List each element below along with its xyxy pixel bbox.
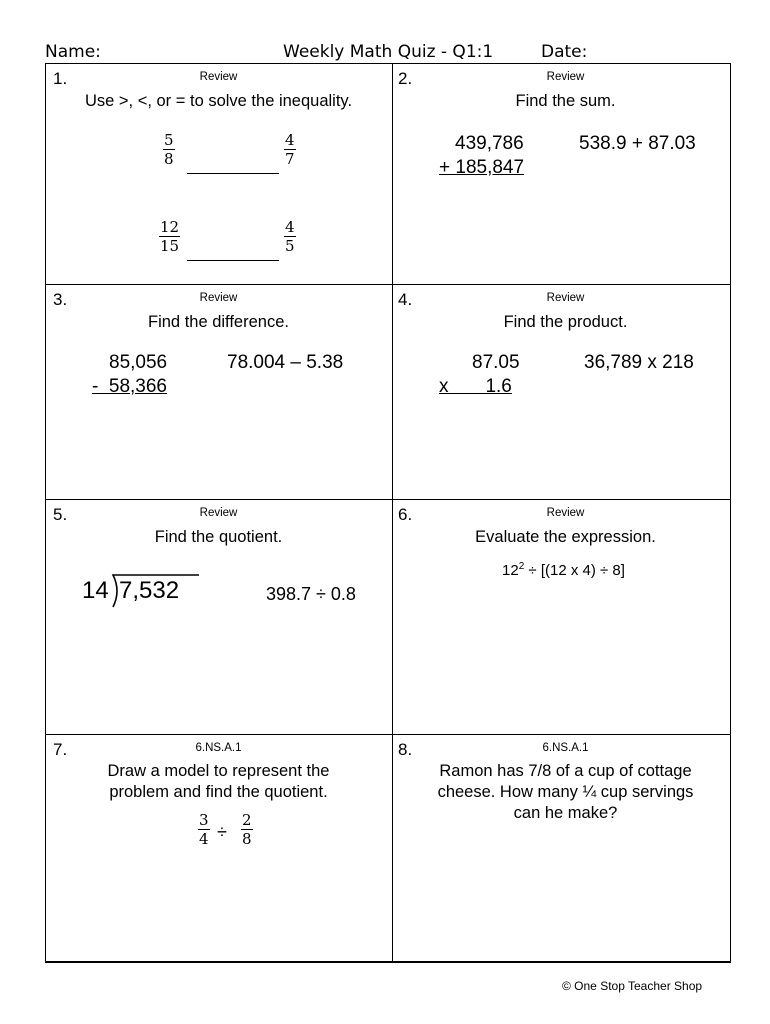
denominator: 5 — [285, 237, 295, 255]
denominator: 8 — [164, 150, 174, 168]
numerator: 12 — [160, 218, 180, 236]
denominator: 4 — [199, 830, 209, 848]
problem-7 — [45, 734, 392, 961]
problem-instruction: Find the difference. — [148, 313, 289, 331]
problem-number: 1. — [53, 69, 68, 88]
problem-tag: 6.NS.A.1 — [542, 742, 589, 754]
stacked-bottom-number: x 1.6 — [439, 376, 512, 397]
problem-tag: Review — [546, 507, 585, 519]
problem-instruction-line: cheese. How many ¼ cup servings — [437, 783, 694, 801]
inline-problem: 398.7 ÷ 0.8 — [266, 584, 356, 604]
inline-problem: 78.004 – 5.38 — [227, 352, 344, 373]
problem-instruction-line: Draw a model to represent the — [107, 762, 330, 780]
expression-base: 12 — [502, 562, 519, 579]
problem-instruction-line: can he make? — [513, 804, 618, 822]
fraction — [284, 218, 296, 255]
numerator: 2 — [242, 811, 252, 829]
problem-2 — [392, 63, 739, 284]
numerator: 5 — [164, 131, 174, 149]
fraction — [198, 811, 210, 848]
problem-number: 8. — [398, 740, 413, 759]
problem-tag: Review — [199, 507, 238, 519]
problem-3 — [45, 284, 392, 499]
answer-blank — [187, 173, 279, 174]
problem-tag: 6.NS.A.1 — [195, 742, 242, 754]
problem-8 — [392, 734, 739, 961]
denominator: 8 — [242, 830, 252, 848]
problem-number: 7. — [53, 740, 68, 759]
denominator: 7 — [285, 150, 295, 168]
expression-exponent: 2 — [518, 561, 525, 572]
problem-number: 6. — [398, 505, 413, 524]
page-title: Weekly Math Quiz - Q1:1 — [283, 42, 494, 62]
fraction — [284, 131, 296, 168]
numerator: 4 — [285, 131, 295, 149]
stacked-top-number: 87.05 — [472, 352, 520, 373]
dividend: 7,532 — [119, 577, 180, 604]
fraction — [241, 811, 253, 848]
inline-problem: 36,789 x 218 — [584, 352, 694, 373]
divisor: 14 — [82, 577, 109, 604]
grid-bottom-border — [45, 961, 731, 963]
stacked-top-number: 85,056 — [109, 352, 168, 373]
stacked-top-number: 439,786 — [455, 133, 524, 154]
divide-symbol: ÷ — [217, 822, 227, 842]
problem-5 — [45, 499, 392, 734]
footer-copyright: © One Stop Teacher Shop — [562, 979, 703, 993]
date-label: Date: — [541, 42, 588, 62]
problem-tag: Review — [546, 71, 585, 83]
answer-blank — [187, 260, 279, 261]
problem-instruction: Find the product. — [503, 313, 628, 331]
problem-4 — [392, 284, 739, 499]
problem-number: 2. — [398, 69, 413, 88]
problem-1 — [45, 63, 392, 284]
problem-tag: Review — [199, 71, 238, 83]
problem-instruction-line: problem and find the quotient. — [109, 783, 328, 801]
problem-instruction: Find the sum. — [515, 92, 616, 110]
expression-rest: ÷ [(12 x 4) ÷ 8] — [524, 562, 625, 579]
fraction — [159, 218, 180, 255]
fraction — [163, 131, 175, 168]
problem-instruction: Evaluate the expression. — [475, 528, 656, 546]
numerator: 3 — [199, 811, 209, 829]
problem-number: 3. — [53, 290, 68, 309]
stacked-bottom-number: - 58,366 — [92, 376, 167, 397]
name-label: Name: — [45, 42, 101, 62]
inline-problem: 538.9 + 87.03 — [579, 133, 696, 154]
problem-number: 4. — [398, 290, 413, 309]
problem-tag: Review — [546, 292, 585, 304]
problem-instruction: Use >, <, or = to solve the inequality. — [84, 92, 353, 110]
numerator: 4 — [285, 218, 295, 236]
problem-6 — [392, 499, 739, 734]
problem-instruction: Find the quotient. — [154, 528, 283, 546]
denominator: 15 — [160, 237, 180, 255]
expression — [502, 561, 625, 579]
problem-number: 5. — [53, 505, 68, 524]
problem-tag: Review — [199, 292, 238, 304]
problem-instruction-line: Ramon has 7/8 of a cup of cottage — [439, 762, 692, 780]
stacked-bottom-number: + 185,847 — [439, 157, 525, 178]
